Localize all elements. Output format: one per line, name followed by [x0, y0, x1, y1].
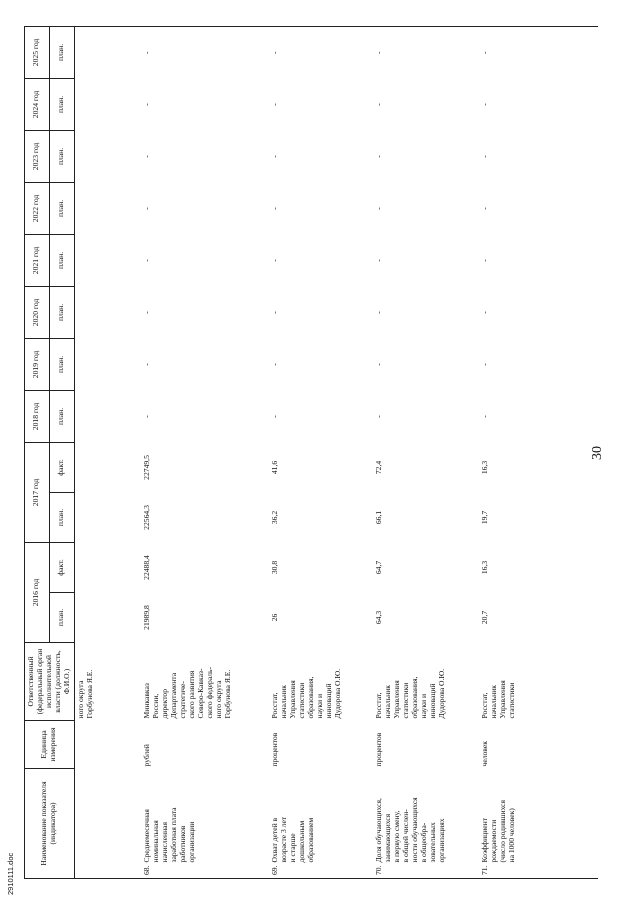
plan-2019: - — [374, 363, 384, 366]
header-2016-plan: план. — [49, 592, 74, 642]
header-2021: 2021 год — [25, 234, 50, 286]
header-2024: 2024 год — [25, 78, 50, 130]
plan-2016: 20,7 — [480, 610, 490, 625]
header-2025-plan: план. — [49, 26, 74, 78]
plan-2025: - — [269, 26, 373, 78]
header-2020: 2020 год — [25, 286, 50, 338]
header-2018-plan: план. — [49, 390, 74, 442]
header-2023-plan: план. — [49, 130, 74, 182]
row-number: 71. — [479, 865, 598, 879]
header-2022-plan: план. — [49, 182, 74, 234]
header-2019: 2019 год — [25, 338, 50, 390]
plan-2019: - — [270, 363, 280, 366]
header-2019-plan: план. — [49, 338, 74, 390]
responsible: Росстат, начальник Управления статистики — [480, 680, 516, 719]
unit: процентов — [374, 732, 384, 767]
plan-2016: 26 — [270, 613, 280, 622]
plan-2025: - — [373, 26, 479, 78]
plan-2019: - — [480, 363, 490, 366]
plan-2017: 19,7 — [480, 510, 490, 525]
header-2017-fact: факт. — [49, 442, 74, 492]
plan-2020: - — [374, 311, 384, 314]
fact-2016: 16,3 — [480, 560, 490, 575]
plan-2022: - — [480, 207, 490, 210]
header-row-1 — [25, 26, 50, 878]
unit: рублей — [142, 744, 152, 767]
plan-2024: - — [480, 103, 490, 106]
row-number: 68. — [141, 865, 269, 879]
plan-2025: - — [141, 26, 269, 78]
plan-2025: - — [479, 26, 598, 78]
plan-2019: - — [142, 363, 152, 366]
plan-2017: 22564,3 — [142, 505, 152, 530]
header-2021-plan: план. — [49, 234, 74, 286]
fact-2017: 16,3 — [480, 460, 490, 475]
plan-2023: - — [142, 155, 152, 158]
table-row — [269, 26, 373, 878]
plan-2021: - — [142, 259, 152, 262]
fact-2016: 64,7 — [374, 560, 384, 575]
indicators-table — [24, 26, 598, 879]
plan-2017: 66,1 — [374, 510, 384, 525]
plan-2020: - — [142, 311, 152, 314]
plan-2020: - — [270, 311, 280, 314]
indicator-name: Коэффициент рождаемости (число родившихся на 1000 человек) — [480, 799, 516, 863]
plan-2020: - — [480, 311, 490, 314]
header-2025: 2025 год — [25, 26, 50, 78]
plan-2022: - — [374, 207, 384, 210]
header-2018: 2018 год — [25, 390, 50, 442]
indicator-name: Доля обучающихся, занимающихся в первую смену, в общей числен- ности обучающихся в общеобра- зовательных организациях — [374, 797, 446, 863]
document-filename: 2910111.doc — [6, 852, 15, 895]
plan-2023: - — [374, 155, 384, 158]
plan-2018: - — [480, 415, 490, 418]
unit: процентов — [270, 732, 280, 767]
plan-2023: - — [480, 155, 490, 158]
fact-2017: 22749,5 — [142, 455, 152, 480]
indicator-name: Охват детей в возрасте 3 лет и старше дошкольным образованием — [270, 816, 315, 863]
plan-2016: 21989,8 — [142, 605, 152, 630]
header-2017-plan: план. — [49, 492, 74, 542]
carry-over-row — [74, 26, 141, 878]
table-row — [373, 26, 479, 878]
header-name: Наименование показателя (индикатора) — [25, 768, 75, 878]
indicator-name: Среднемесячная номинальная начисленная заработная плата работников организации — [142, 807, 196, 863]
plan-2022: - — [270, 207, 280, 210]
responsible: Минкавказ России, директор Департамента стратегиче- ского развития Северо-Кавказ- ского федераль- ного округа Горбунова Я.Е. — [142, 666, 232, 719]
header-responsible: Ответственный (федеральный орган исполнительной власти (должность, Ф.И.О.) — [25, 642, 75, 720]
plan-2022: - — [142, 207, 152, 210]
header-2017: 2017 год — [25, 442, 50, 542]
fact-2016: 22488,4 — [142, 555, 152, 580]
fact-2017: 72,4 — [374, 460, 384, 475]
plan-2023: - — [270, 155, 280, 158]
plan-2018: - — [270, 415, 280, 418]
header-unit: Единица измерения — [25, 720, 75, 768]
fact-2017: 41,6 — [270, 460, 280, 475]
plan-2021: - — [270, 259, 280, 262]
unit: человек — [480, 741, 490, 767]
row-number: 70. — [373, 865, 479, 879]
header-2016: 2016 год — [25, 542, 50, 642]
page-number: 30 — [590, 446, 605, 460]
plan-2017: 36,2 — [270, 510, 280, 525]
plan-2021: - — [374, 259, 384, 262]
carry-over-text: ного округа Горбунова Я.Е. — [75, 669, 94, 719]
plan-2016: 64,3 — [374, 610, 384, 625]
plan-2018: - — [374, 415, 384, 418]
row-number: 69. — [269, 865, 373, 879]
header-2023: 2023 год — [25, 130, 50, 182]
plan-2024: - — [142, 103, 152, 106]
table-row — [141, 26, 269, 878]
header-2020-plan: план. — [49, 286, 74, 338]
fact-2016: 30,8 — [270, 560, 280, 575]
plan-2024: - — [374, 103, 384, 106]
responsible: Росстат, начальник Управления статистики образования, науки и инноваций Дудорова О.Ю. — [374, 668, 446, 719]
plan-2021: - — [480, 259, 490, 262]
header-2016-fact: факт. — [49, 542, 74, 592]
responsible: Росстат, начальник Управления статистики образования, науки и инноваций Дудорова О.Ю. — [270, 668, 342, 719]
header-2024-plan: план. — [49, 78, 74, 130]
plan-2024: - — [270, 103, 280, 106]
plan-2018: - — [142, 415, 152, 418]
header-2022: 2022 год — [25, 182, 50, 234]
table-row — [479, 26, 598, 878]
